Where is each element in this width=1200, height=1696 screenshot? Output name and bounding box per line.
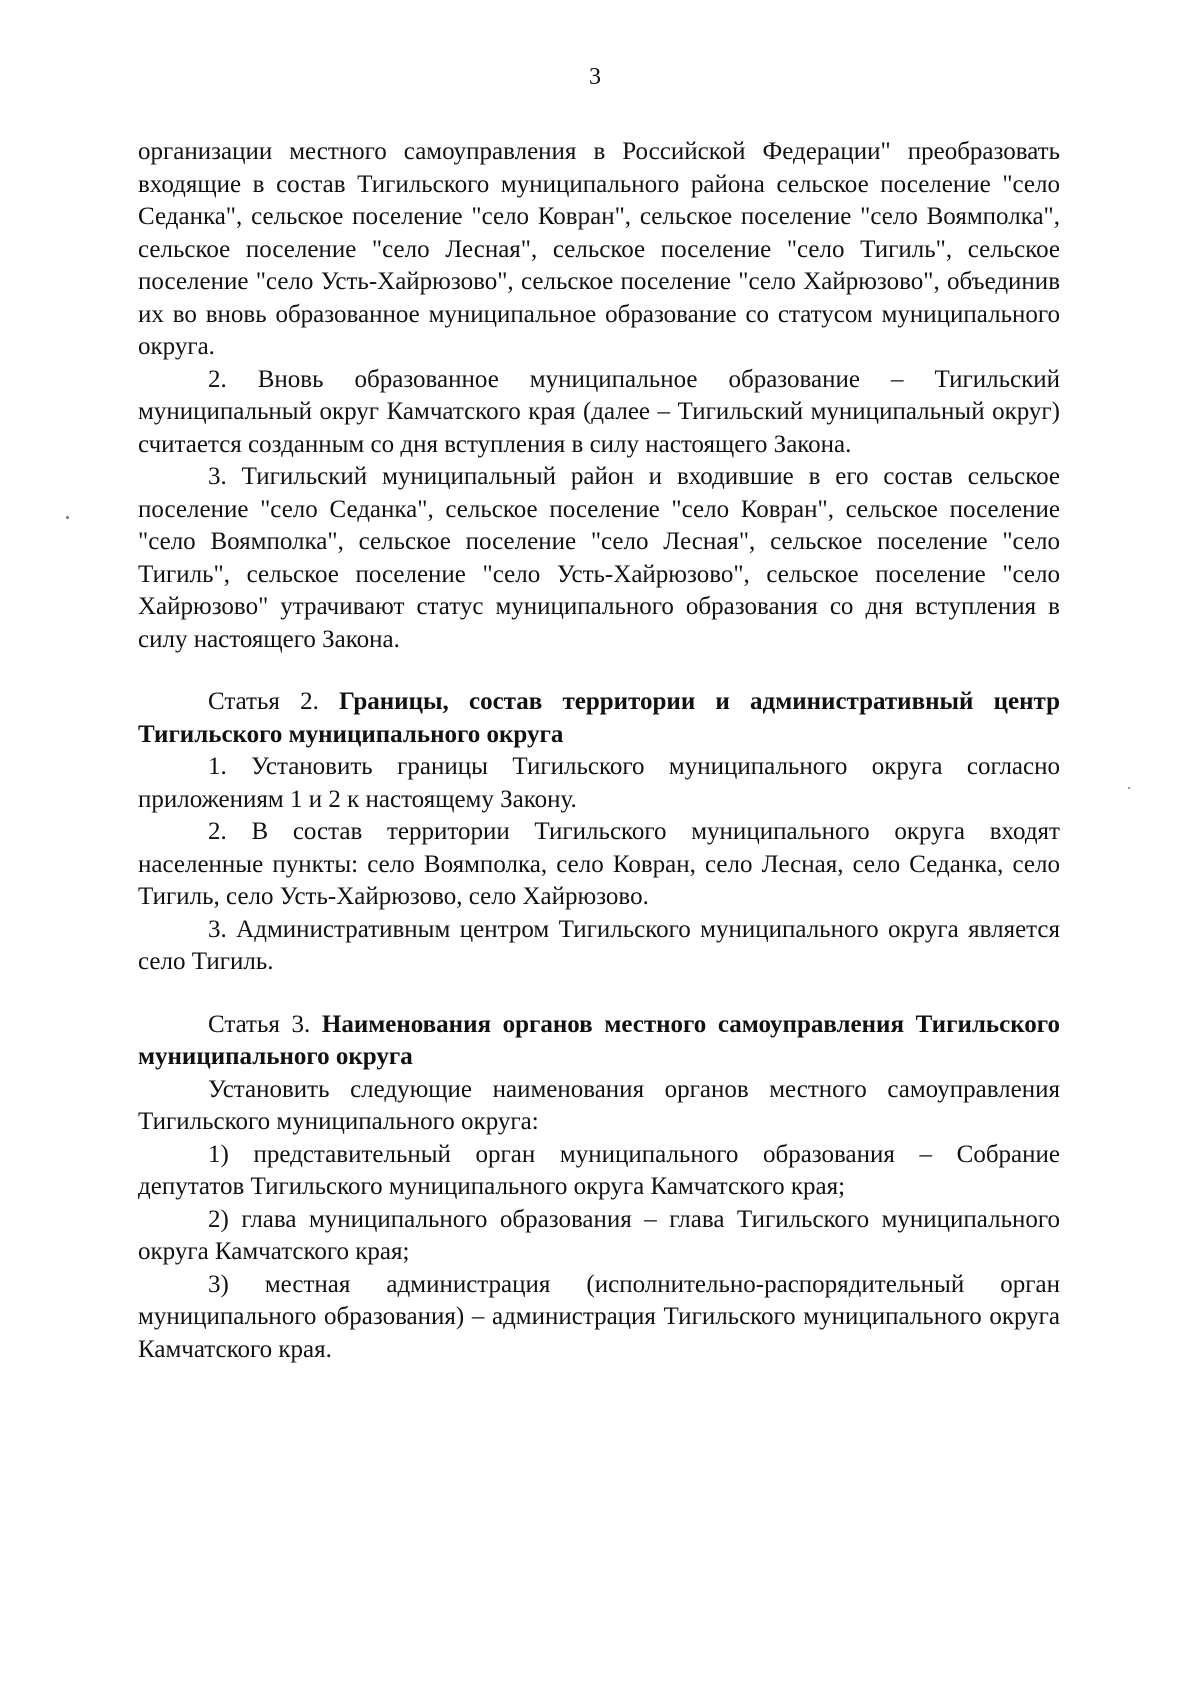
scan-speck bbox=[66, 516, 69, 519]
article-3-paragraph-intro: Установить следующие наименования органов местного самоуправления Тигильского муниципального округа: bbox=[138, 1075, 1060, 1135]
article-3-item-2: 2) глава муниципального образования – глава Тигильского муниципального округа Камчатского края; bbox=[138, 1205, 1060, 1265]
paragraph-item-2: 2. Вновь образованное муниципальное образование – Тигильский муниципальный округ Камчатского края (далее – Тигильский муниципальный округ) считается созданным со дня вступления в силу настоящего Закона. bbox=[138, 365, 1060, 458]
document-body bbox=[138, 136, 1060, 1366]
article-2-paragraph-1: 1. Установить границы Тигильского муниципального округа согласно приложениям 1 и 2 к настоящему Закону. bbox=[138, 753, 1060, 813]
article-3-item-1: 1) представительный орган муниципального образования – Собрание депутатов Тигильского муниципального округа Камчатского края; bbox=[138, 1140, 1060, 1200]
paragraph-item-3: 3. Тигильский муниципальный район и входившие в его состав сельское поселение "село Седанка", сельское поселение "село Ковран", сельское поселение "село Воямполка", сельское поселение "село Лесная", сельское поселение "село Тигиль", сельское поселение "село Усть-Хайрюзово", сельское поселение "село Хайрюзово" утрачивают статус муниципального образования со дня вступления в силу настоящего Закона. bbox=[138, 463, 1060, 653]
article-2-paragraph-2: 2. В состав территории Тигильского муниципального округа входят населенные пункты: село Воямполка, село Ковран, село Лесная, село Седанка, село Тигиль, село Усть-Хайрюзово, село Хайрюзово. bbox=[138, 818, 1060, 910]
article-2-paragraph-3: 3. Административным центром Тигильского муниципального округа является село Тигиль. bbox=[138, 915, 1060, 975]
article-3-title: Наименования органов местного самоуправления Тигильского муниципального округа bbox=[138, 1010, 1060, 1070]
article-2-heading bbox=[138, 686, 1060, 751]
article-2-label: Статья 2. bbox=[208, 688, 319, 715]
article-3-label: Статья 3. bbox=[208, 1010, 311, 1038]
page-number: 3 bbox=[589, 64, 601, 90]
scan-speck bbox=[1128, 787, 1130, 789]
paragraph-continuation: организации местного самоуправления в Российской Федерации" преобразовать входящие в состав Тигильского муниципального района сельское поселение "село Седанка", сельское поселение "село Ковран", сельское поселение "село Воямполка", сельское поселение "село Лесная", сельское поселение "село Тигиль", сельское поселение "село Усть-Хайрюзово", сельское поселение "село Хайрюзово", объединив их во вновь образованное муниципальное образование со статусом муниципального округа. bbox=[138, 138, 1060, 360]
article-3-item-3: 3) местная администрация (исполнительно-распорядительный орган муниципального образования) – администрация Тигильского муниципального округа Камчатского края. bbox=[138, 1270, 1060, 1363]
article-3-heading bbox=[138, 1009, 1060, 1074]
article-2-title: Границы, состав территории и административный центр Тигильского муниципального округа bbox=[138, 688, 1061, 748]
